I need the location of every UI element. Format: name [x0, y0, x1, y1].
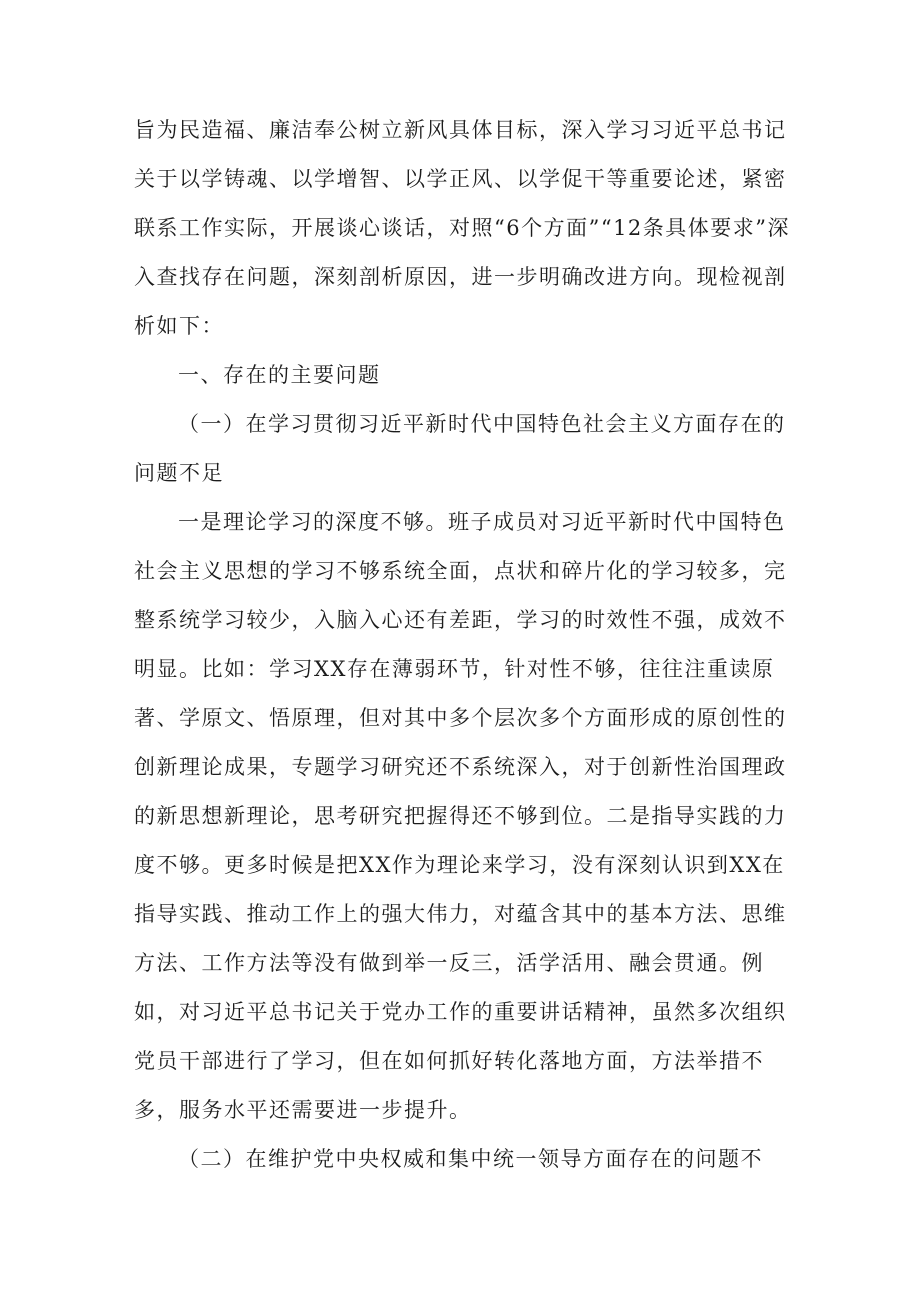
- document-body: [134, 106, 794, 1184]
- subsection-heading-1: （一）在学习贯彻习近平新时代中国特色社会主义方面存在的问题不足: [134, 412, 786, 485]
- subsection-heading-2: （二）在维护党中央权威和集中统一领导方面存在的问题不: [178, 1147, 763, 1171]
- subsection-body-1: 一是理论学习的深度不够。班子成员对习近平新时代中国特色社会主义思想的学习不够系统全面，点状和碎片化的学习较多，完整系统学习较少，入脑入心还有差距，学习的时效性不强，成效不明显。比如：学习XX存在薄弱环节，针对性不够，往往注重读原著、学原文、悟原理，但对其中多个层次多个方面形成的原创性的创新理论成果，专题学习研究还不系统深入，对于创新性治国理政的新思想新理论，思考研究把握得还不够到位。二是指导实践的力度不够。更多时候是把XX作为理论来学习，没有深刻认识到XX在指导实践、推动工作上的强大伟力，对蕴含其中的基本方法、思维方法、工作方法等没有做到举一反三，活学活用、融会贯通。例如，对习近平总书记关于党办工作的重要讲话精神，虽然多次组织党员干部进行了学习，但在如何抓好转化落地方面，方法举措不多，服务水平还需要进一步提升。: [134, 510, 787, 1122]
- section-heading-existing-problems: 一、存在的主要问题: [178, 363, 381, 387]
- intro-paragraph: 旨为民造福、廉洁奉公树立新风具体目标，深入学习习近平总书记关于以学铸魂、以学增智、以学正风、以学促干等重要论述，紧密联系工作实际，开展谈心谈话，对照“6个方面”“12条具体要求”深入查找存在问题，深刻剖析原因，进一步明确改进方向。现检视剖析如下：: [134, 118, 791, 338]
